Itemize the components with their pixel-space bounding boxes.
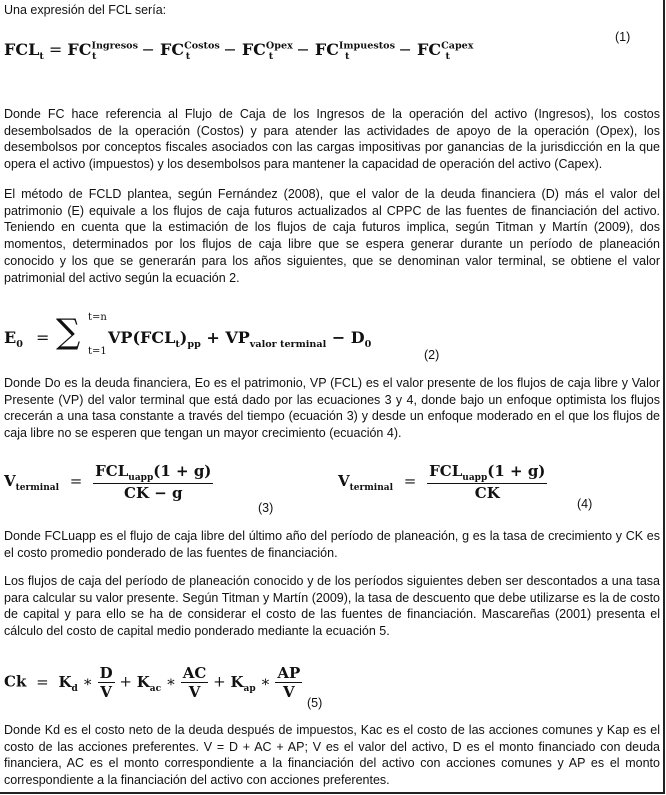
paragraph-4: Donde FCLuapp es el flujo de caja libre del último año del período de planeación, g es la tasa de crecimiento y CK es el costo promedio ponderado de las fuentes de financiación. <box>4 529 660 560</box>
intro-text: Una expresión del FCL sería: <box>4 3 167 17</box>
equation-5-number: (5) <box>307 696 323 710</box>
paragraph-3: Donde Do es la deuda financiera, Eo es el patrimonio, VP (FCL) es el valor presente de los flujos de caja libre y Valor Presente (VP) del valor terminal que está dado por las ecuaciones 3 y 4, donde bajo un enfoque optimista los flujos crecerán a una tasa constante a través del tiempo (ecuación 3) y desde un enfoque moderado en el que los flujos de caja libre no se esperen que tengan un mayor crecimiento (ecuación 4). <box>4 376 660 441</box>
document-page: Una expresión del FCL sería: $FCL_t = FC^{Ingresos}_t - FC^{Costos}_t - FC^{Opex}_t - FC^{Impuestos}_t - FC^{Capex}_t$ (1) Donde FC hace referencia al Flujo de Caja de los Ingresos de la operación del activo (Ingresos), los costos desembolsados de la operación (Costos) y para atender las actividades de apoyo de la operación (Opex), los desembolsos por conceptos fiscales asociados con las cargas impositivas por ganancias de la jurisdicción en la que opera el activo (impuestos) y los desembolsos para mantener la capacidad de operación del activo (Capex). El método de FCLD plantea, según Fernández (2008), que el valor de la deuda financiera (D) más el valor del patrimonio (E) equivale a los flujos de caja futuros actualizados al CPPC de las fuentes de financiación del activo. Teniendo en cuenta que la estimación de los flujos de caja futuros implica, según Titman y Martín (2009), dos momentos, determinados por los flujos de caja libre que se espera generar durante un período de planeación conocido y los que se generarán para los años siguientes, que se denominan valor terminal, se obtiene el valor patrimonial del activo según la ecuación 2. $E_0$ = ∑ t=n t=1 $VP(FCL_t)_{pp} + VP_{valor terminal} - D_0$ (2) Donde Do es la deuda financiera, Eo es el patrimonio, VP (FCL) es el valor presente de los flujos de caja libre y Valor Presente (VP) del valor terminal que está dado por las ecuaciones 3 y 4, donde bajo un enfoque optimista los flujos crecerán a una tasa constante a través del tiempo (ecuación 3) y desde un enfoque moderado en el que los flujos de caja libre no se esperen que tengan un mayor crecimiento (ecuación 4). $V_{terminal}$ = $\frac{FCL_{uapp}(1 + g)}{CK - g}$ (3) $V_{terminal}$ = $\frac{FCL_{uapp}(1 + g)}{CK}$ (4) Donde FCLuapp es el flujo de caja libre del último año del período de planeación, g es la tasa de crecimiento y CK es el costo promedio ponderado de las fuentes de financiación. Los flujos de caja del período de planeación conocido y de los períodos siguientes deben ser descontados a una tasa para calcular su valor presente. Según Titman y Martín (2009), la tasa de descuento que debe utilizarse es la de costo de capital y para ello se ha de considerar el costo de las fuentes de financiación. Mascareñas (2001) presenta el cálculo del costo de capital medio ponderado mediante la ecuación 5. $Ck = K_d$ ∗ $\frac{D}{V}$ + $K_{ac}$ ∗ $\frac{AC}{V}$ + $K_{ap}$ ∗ $\frac{AP}{V}$ (5) Donde Kd es el costo neto de la deuda después de impuestos, Kac es el costo de las acciones comunes y Kap es el costo de las acciones preferentes. V = D + AC + AP; V es el valor del activo, D es el monto financiado con deuda financiera, AC es el monto correspondiente a la financiación del activo con acciones comunes y AP es el monto correspondiente a la financiación del activo con acciones preferentes. <box>0 0 666 795</box>
equation-3: $V_{terminal}$ = $\frac{FCL_{uapp}(1 + g)}{CK - g}$ <box>4 462 212 502</box>
equation-3-fraction: $\frac{FCL_{uapp}(1 + g)}{CK - g}$ <box>95 462 212 502</box>
equation-5: $Ck = K_d$ ∗ $\frac{D}{V}$ + $K_{ac}$ ∗ $\frac{AC}{V}$ + $K_{ap}$ ∗ $\frac{AP}{V}$ <box>4 664 301 701</box>
paragraph-5: Los flujos de caja del período de planeación conocido y de los períodos siguientes deben ser descontados a una tasa para calcular su valor presente. Según Titman y Martín (2009), la tasa de descuento que debe utilizarse es la de costo de capital y para ello se ha de considerar el costo de las fuentes de financiación. Mascareñas (2001) presenta el cálculo del costo de capital medio ponderado mediante la ecuación 5. <box>4 574 660 639</box>
paragraph-6: Donde Kd es el costo neto de la deuda después de impuestos, Kac es el costo de las acciones comunes y Kap es el costo de las acciones preferentes. V = D + AC + AP; V es el valor del activo, D es el monto financiado con deuda financiera, AC es el monto correspondiente a la financiación del activo con acciones comunes y AP es el monto correspondiente a la financiación del activo con acciones preferentes. <box>4 723 660 788</box>
equation-1: $FCL_t = FC^{Ingresos}_t - FC^{Costos}_t - FC^{Opex}_t - FC^{Impuestos}_t - FC^{Capex}_t$ <box>4 40 474 63</box>
equation-4-number: (4) <box>577 497 593 511</box>
paragraph-1: Donde FC hace referencia al Flujo de Caja de los Ingresos de la operación del activo (Ingresos), los costos desembolsados de la operación (Costos) y para atender las actividades de apoyo de la operación (Opex), los desembolsos por conceptos fiscales asociados con las cargas impositivas por ganancias de la jurisdicción en la que opera el activo (impuestos) y los desembolsos para mantener la capacidad de operación del activo (Capex). <box>4 107 660 172</box>
summation-sign: ∑ <box>56 312 81 352</box>
paragraph-2: El método de FCLD plantea, según Fernández (2008), que el valor de la deuda financiera (D) más el valor del patrimonio (E) equivale a los flujos de caja futuros actualizados al CPPC de las fuentes de financiación del activo. Teniendo en cuenta que la estimación de los flujos de caja futuros implica, según Titman y Martín (2009), dos momentos, determinados por los flujos de caja libre que se espera generar durante un período de planeación conocido y los que se generarán para los años siguientes, que se denominan valor terminal, se obtiene el valor patrimonial del activo según la ecuación 2. <box>4 187 660 285</box>
equation-2-number: (2) <box>424 348 440 362</box>
equation-1-number: (1) <box>615 30 631 44</box>
equation-3-number: (3) <box>258 501 274 515</box>
equation-4: $V_{terminal}$ = $\frac{FCL_{uapp}(1 + g)}{CK}$ <box>338 462 546 502</box>
equation-4-fraction: $\frac{FCL_{uapp}(1 + g)}{CK}$ <box>429 462 546 502</box>
